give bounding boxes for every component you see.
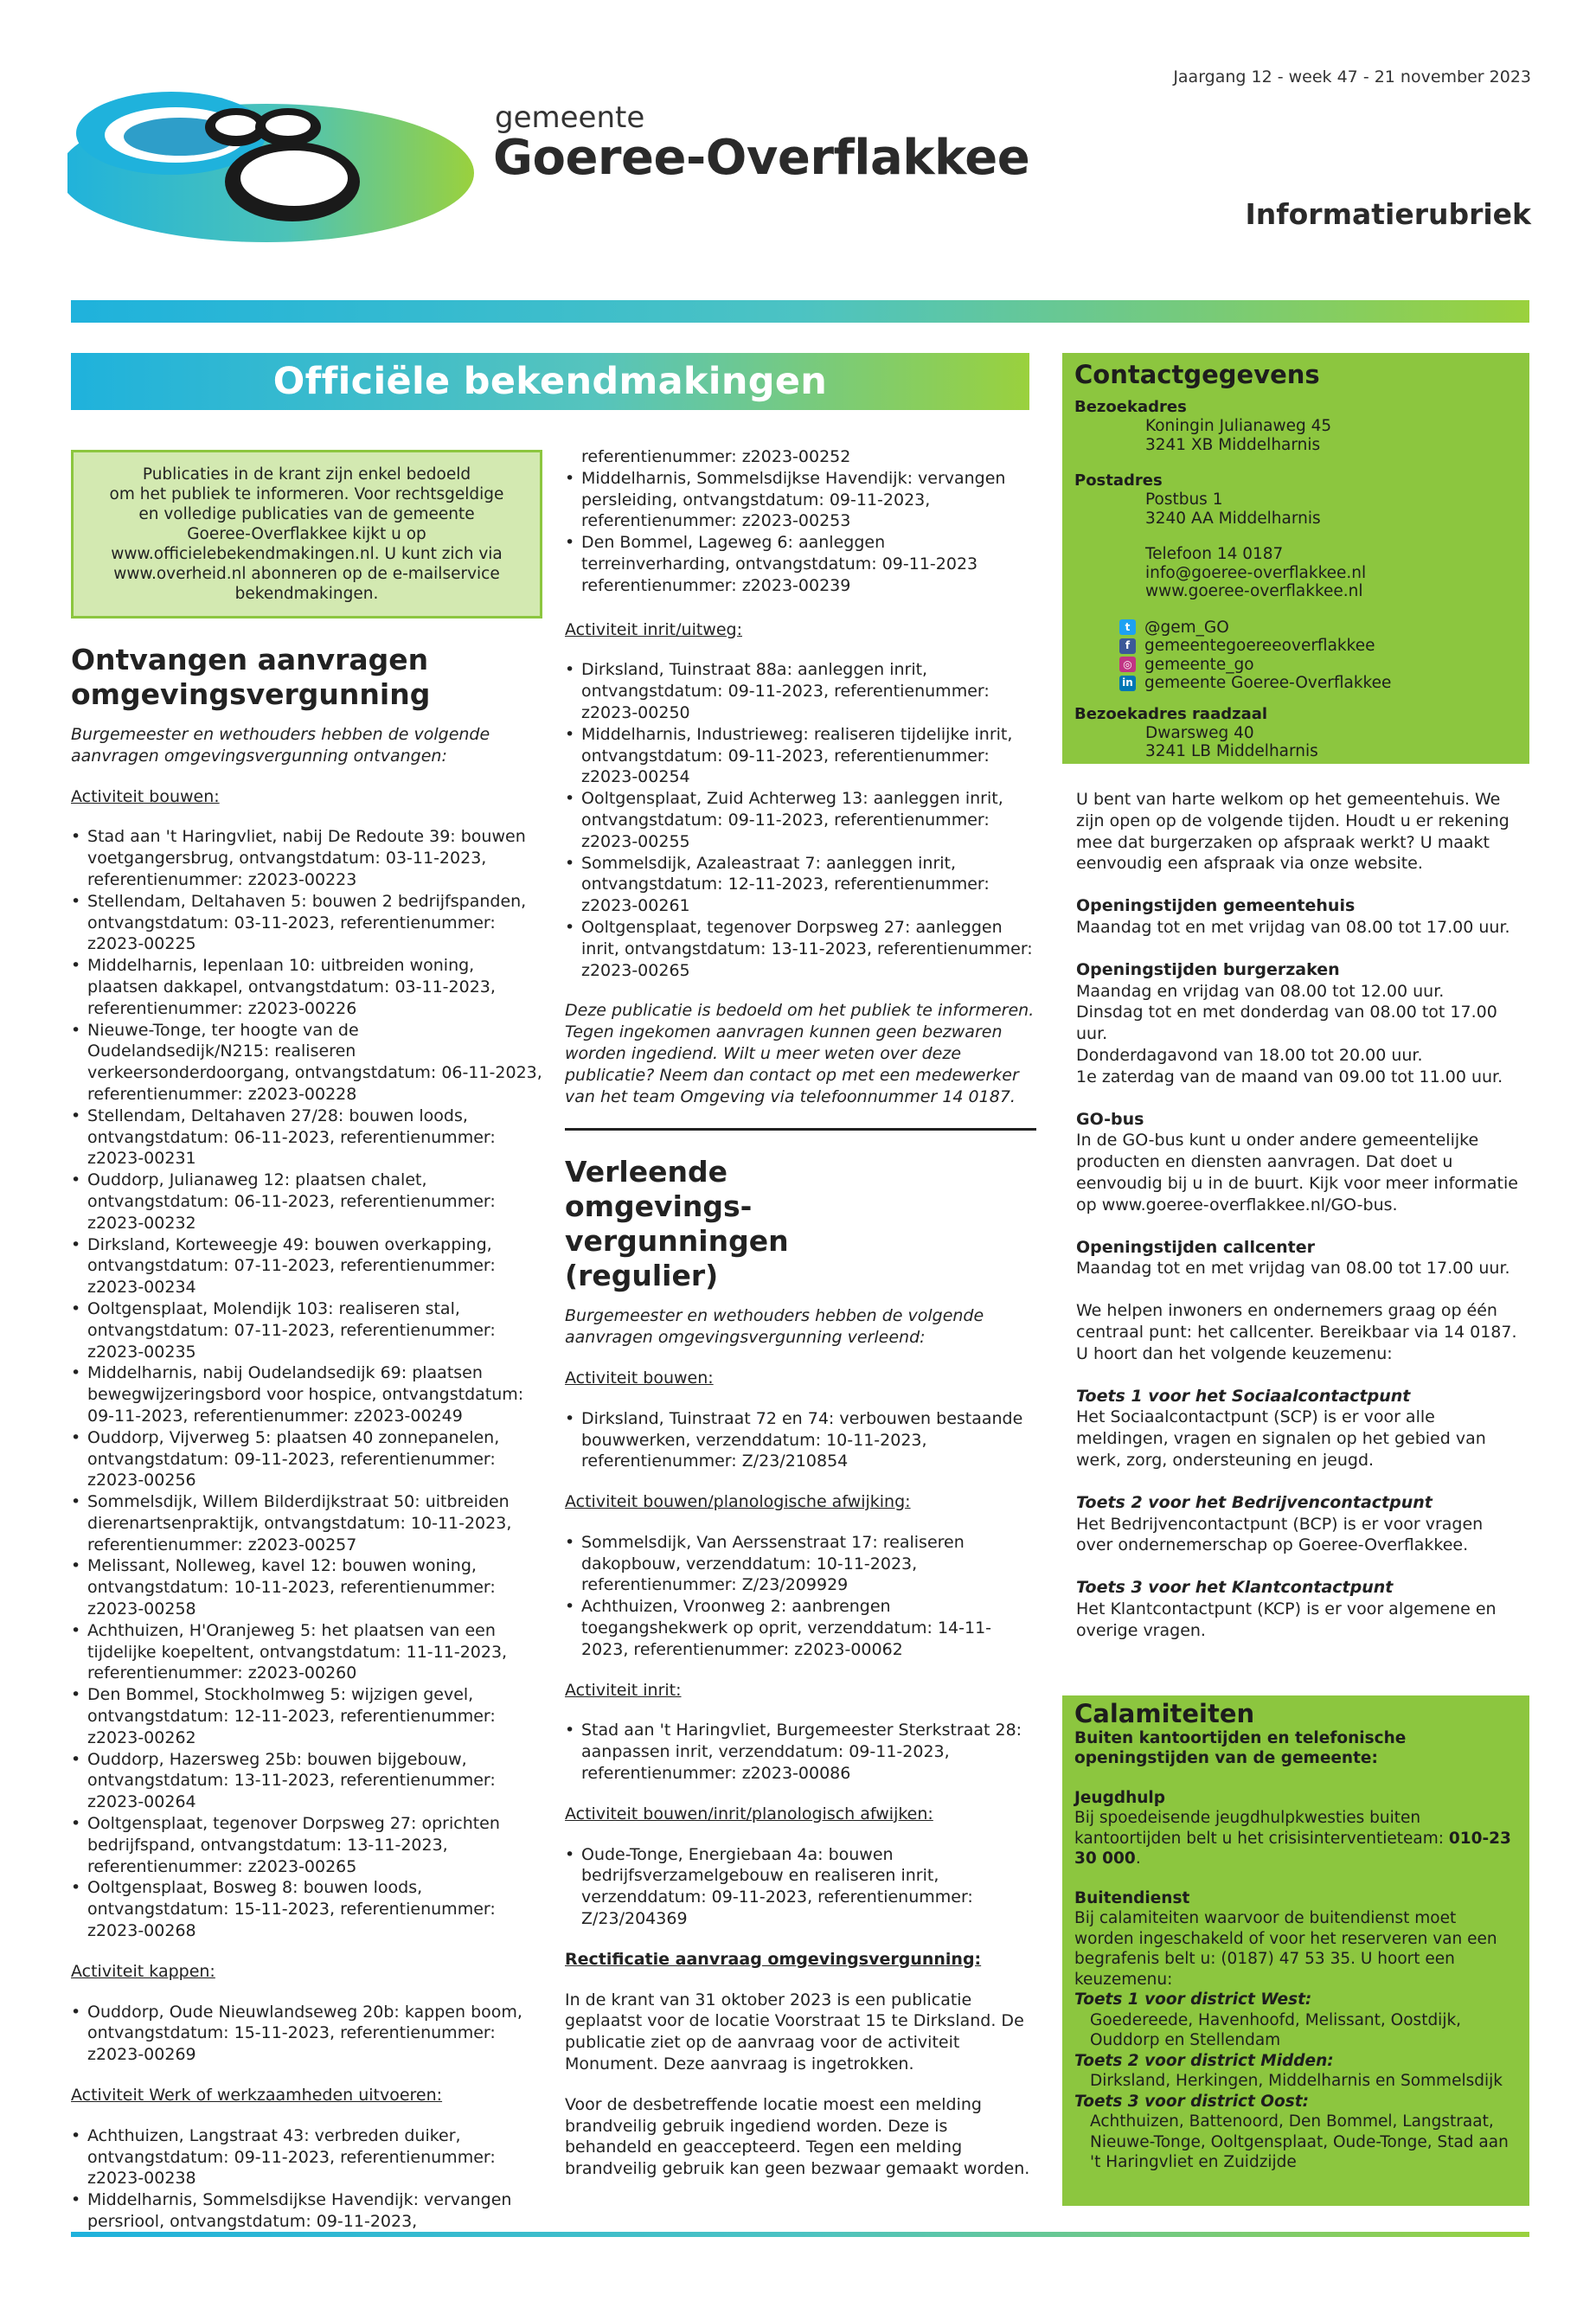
twitter-icon: t — [1119, 619, 1136, 635]
option-title: Toets 2 voor het Bedrijvencontactpunt — [1076, 1492, 1433, 1512]
callcenter-hours — [1076, 1237, 1519, 1280]
go-bus-info — [1076, 1109, 1519, 1216]
list-item: • Middelharnis, nabij Oudelandsedijk 69: plaatsen bewegwijzeringsbord voor hospice, ontvangstdatum: 09-11-2023, referentienummer: z2023-00249 — [71, 1362, 542, 1426]
list-item: • Dirksland, Korteweegje 49: bouwen overkapping, ontvangstdatum: 07-11-2023, referentienummer: z2023-00234 — [71, 1234, 542, 1298]
youth-description: Bij spoedeisende jeugdhulpkwesties buiten kantoortijden belt u het crisisinterventieteam: — [1074, 1809, 1444, 1848]
category-label: Activiteit bouwen: — [565, 1368, 714, 1388]
youth-phone: 010-23 30 000 — [1074, 1829, 1511, 1868]
contact-box — [1062, 353, 1529, 764]
social-instagram[interactable] — [1074, 656, 1517, 675]
address-line: 3241 LB Middelharnis — [1145, 742, 1318, 760]
hours-line: 1e zaterdag van de maand van 09.00 tot 11.00 uur. — [1076, 1067, 1503, 1086]
list-item: • Ooltgensplaat, tegenover Dorpsweg 27: oprichten bedrijfspand, ontvangstdatum: 13-11-2023, referentienummer: z2023-00265 — [71, 1813, 542, 1877]
section-title-received: Ontvangen aanvragen omgevingsvergunning — [71, 643, 431, 711]
address-line: 3241 XB Middelharnis — [1145, 435, 1321, 454]
notice-line: en volledige publicaties van de gemeente — [138, 505, 475, 523]
list-item: • Stellendam, Deltahaven 27/28: bouwen loods, ontvangstdatum: 06-11-2023, referentienummer: z2023-00231 — [71, 1106, 542, 1170]
municipality-name: Goeree-Overflakkee — [493, 130, 1030, 186]
notice-line: om het publiek te informeren. Voor rechtsgeldige — [109, 485, 504, 503]
social-handle: gemeente_go — [1144, 655, 1254, 674]
notice-line: Publicaties in de krant zijn enkel bedoeld — [142, 465, 471, 484]
district-east-title: Toets 3 voor district Oost: — [1074, 2092, 1309, 2111]
column-right — [1076, 789, 1519, 1663]
district-mid-places: Dirksland, Herkingen, Middelharnis en Sommelsdijk — [1090, 2072, 1503, 2090]
list-item: • Ouddorp, Hazersweg 25b: bouwen bijgebouw, ontvangstdatum: 13-11-2023, referentienummer: z2023-00264 — [71, 1749, 542, 1813]
permit-list — [565, 1844, 1036, 1930]
permit-list — [71, 2125, 542, 2233]
permit-list — [71, 2002, 542, 2066]
option-text: Het Bedrijvencontactpunt (BCP) is er voor vragen over ondernemerschap op Goeree-Overflakkee. — [1076, 1514, 1484, 1555]
list-item: • Den Bommel, Lageweg 6: aanleggen terreinverharding, ontvangstdatum: 09-11-2023 referentienummer: z2023-00239 — [565, 532, 1036, 596]
list-item: • Melissant, Nolleweg, kavel 12: bouwen woning, ontvangstdatum: 10-11-2023, referentienummer: z2023-00258 — [71, 1555, 542, 1619]
menu-option-3 — [1076, 1577, 1519, 1641]
calamities-title: Calamiteiten — [1074, 1699, 1255, 1728]
bus-text: In de GO-bus kunt u onder andere gemeentelijke producten en diensten aanvragen. Dat doet u eenvoudig bij u in de buurt. Kijk voor meer informatie op www.goeree-overflakkee.nl/GO-bus. — [1076, 1131, 1518, 1215]
menu-option-1 — [1076, 1386, 1519, 1471]
notice-line: bekendmakingen. — [234, 585, 379, 603]
hero-banner — [71, 353, 1029, 410]
list-item: • Den Bommel, Stockholmweg 5: wijzigen gevel, ontvangstdatum: 12-11-2023, referentienummer: z2023-00262 — [71, 1684, 542, 1748]
list-item: • Middelharnis, Sommelsdijkse Havendijk: vervangen persriool, ontvangstdatum: 09-11-2023, — [71, 2189, 542, 2233]
section-intro: Burgemeester en wethouders hebben de volgende aanvragen omgevingsvergunning verleend: — [565, 1306, 984, 1348]
list-item: • Ouddorp, Vijverweg 5: plaatsen 40 zonnepanelen, ontvangstdatum: 09-11-2023, referentienummer: z2023-00256 — [71, 1427, 542, 1491]
district-west-title: Toets 1 voor district West: — [1074, 1990, 1312, 2009]
permit-list — [565, 659, 1036, 981]
permit-list — [71, 826, 542, 1941]
list-item: • Sommelsdijk, Willem Bilderdijkstraat 50: uitbreiden dierenartsenpraktijk, ontvangstdatum: 10-11-2023, referentienummer: z2023-00257 — [71, 1491, 542, 1555]
rectification-text: Voor de desbetreffende locatie moest een melding brandveilig gebruik ingediend worden. Deze is behandeld en geaccepteerd. Tegen een melding brandveilig gebruik kan geen bezwaar gemaakt worden. — [565, 2094, 1030, 2179]
field-service-text: Bij calamiteiten waarvoor de buitendienst moet worden ingeschakeld of voor het reserveren van een begrafenis belt u: (0187) 47 53 35. U hoort een keuzemenu: — [1074, 1909, 1497, 1989]
welcome-text: U bent van harte welkom op het gemeentehuis. We zijn open op de volgende tijden. Houdt u er rekening mee dat burgerzaken op afspraak werkt? U maakt eenvoudig een afspraak via onze website. — [1076, 790, 1509, 874]
category-label: Activiteit kappen: — [71, 1961, 215, 1981]
rubric-title: Informatierubriek — [1245, 197, 1531, 231]
list-item: • Dirksland, Tuinstraat 72 en 74: verbouwen bestaande bouwwerken, verzenddatum: 10-11-2023, referentienummer: Z/23/210854 — [565, 1408, 1036, 1472]
address-line: Postbus 1 — [1145, 490, 1223, 509]
municipality-logo — [67, 71, 483, 244]
list-item: • Sommelsdijk, Azaleastraat 7: aanleggen inrit, ontvangstdatum: 12-11-2023, referentienummer: z2023-00261 — [565, 853, 1036, 917]
social-handle: gemeentegoereeoverflakkee — [1144, 637, 1375, 655]
category-label: Activiteit bouwen: — [71, 786, 220, 806]
option-title: Toets 3 voor het Klantcontactpunt — [1076, 1578, 1394, 1598]
publication-notice-box — [71, 450, 542, 619]
social-twitter[interactable] — [1074, 619, 1517, 638]
column-middle — [565, 446, 1036, 2199]
district-west-places: Goedereede, Havenhoofd, Melissant, Oostdijk, Ouddorp en Stellendam — [1090, 2010, 1462, 2049]
category-label: Activiteit bouwen/inrit/planologisch afwijken: — [565, 1804, 933, 1823]
permit-list — [565, 1408, 1036, 1472]
header-divider — [71, 300, 1529, 323]
calamities-subtitle: Buiten kantoortijden en telefonische openingstijden van de gemeente: — [1074, 1728, 1407, 1767]
option-title: Toets 1 voor het Sociaalcontactpunt — [1076, 1386, 1411, 1406]
hours-title: Openingstijden callcenter — [1076, 1237, 1315, 1257]
youth-title: Jeugdhulp — [1074, 1788, 1166, 1807]
hours-line: Dinsdag tot en met donderdag van 08.00 tot 17.00 uur. — [1076, 1003, 1497, 1044]
list-item: • Nieuwe-Tonge, ter hoogte van de Oudelandsedijk/N215: realiseren verkeersonderdoorgang, ontvangstdatum: 06-11-2023, referentienummer: z2023-00228 — [71, 1020, 542, 1106]
list-item: • Middelharnis, Iepenlaan 10: uitbreiden woning, plaatsen dakkapel, ontvangstdatum: 03-11-2023, referentienummer: z2023-00226 — [71, 955, 542, 1019]
category-label: Activiteit inrit/uitweg: — [565, 619, 742, 639]
youth-text — [1074, 1808, 1517, 1869]
permit-list — [565, 1532, 1036, 1661]
category-label: Activiteit inrit: — [565, 1680, 682, 1700]
field-service-title: Buitendienst — [1074, 1888, 1190, 1907]
category-label: Activiteit Werk of werkzaamheden uitvoeren: — [71, 2086, 443, 2106]
visit-address-label: Bezoekadres — [1074, 398, 1187, 416]
address-line: 3240 AA Middelharnis — [1145, 509, 1321, 528]
list-item: • Stad aan 't Haringvliet, Burgemeester Sterkstraat 28: aanpassen inrit, verzenddatum: 09-11-2023, referentienummer: z2023-00086 — [565, 1720, 1036, 1784]
option-text: Het Klantcontactpunt (KCP) is er voor algemene en overige vragen. — [1076, 1599, 1497, 1640]
period: . — [1135, 1849, 1141, 1868]
social-facebook[interactable] — [1074, 637, 1517, 656]
list-item: • Stad aan 't Haringvliet, nabij De Redoute 39: bouwen voetgangersbrug, ontvangstdatum: 03-11-2023, referentienummer: z2023-00223 — [71, 826, 542, 890]
rectification-text: In de krant van 31 oktober 2023 is een publicatie geplaatst voor de locatie Voorstraat 15 te Dirksland. De publicatie ziet op de aanvraag voor de activiteit Monument. Deze aanvraag is ingetrokken. — [565, 1990, 1024, 2074]
facebook-icon: f — [1119, 638, 1136, 654]
list-item: • Ooltgensplaat, tegenover Dorpsweg 27: aanleggen inrit, ontvangstdatum: 13-11-2023, referentienummer: z2023-00265 — [565, 917, 1036, 981]
list-item: • Middelharnis, Sommelsdijkse Havendijk: vervangen persleiding, ontvangstdatum: 09-11-2023, referentienummer: z2023-00253 — [565, 468, 1036, 532]
list-item: • Ouddorp, Julianaweg 12: plaatsen chalet, ontvangstdatum: 06-11-2023, referentienummer: z2023-00232 — [71, 1170, 542, 1234]
civil-affairs-hours — [1076, 959, 1519, 1088]
social-linkedin[interactable] — [1074, 674, 1517, 693]
list-item: • Ooltgensplaat, Zuid Achterweg 13: aanleggen inrit, ontvangstdatum: 09-11-2023, referentienummer: z2023-00255 — [565, 788, 1036, 852]
edition-info: Jaargang 12 - week 47 - 21 november 2023 — [1173, 67, 1531, 87]
list-item: • Achthuizen, Vroonweg 2: aanbrengen toegangshekwerk op oprit, verzenddatum: 14-11-2023, referentienummer: z2023-00062 — [565, 1596, 1036, 1660]
notice-line: Goeree-Overflakkee kijkt u op — [187, 525, 426, 543]
linkedin-icon: in — [1119, 676, 1136, 691]
list-item: • Oude-Tonge, Energiebaan 4a: bouwen bedrijfsverzamelgebouw en realiseren inrit, verzenddatum: 09-11-2023, referentienummer: Z/23/204369 — [565, 1844, 1036, 1930]
footer-divider — [71, 2232, 1529, 2237]
list-item: • Achthuizen, H'Oranjeweg 5: het plaatsen van een tijdelijke koepeltent, ontvangstdatum: 11-11-2023, referentienummer: z2023-00260 — [71, 1620, 542, 1684]
list-item: • Achthuizen, Langstraat 43: verbreden duiker, ontvangstdatum: 09-11-2023, referentienummer: z2023-00238 — [71, 2125, 542, 2189]
section-title-granted: Verleende omgevings-vergunningen (regulier) — [565, 1155, 789, 1293]
phone-number: Telefoon 14 0187 — [1145, 545, 1284, 563]
list-item: • Stellendam, Deltahaven 5: bouwen 2 bedrijfspanden, ontvangstdatum: 03-11-2023, referentienummer: z2023-00225 — [71, 891, 542, 955]
hours-text: Maandag tot en met vrijdag van 08.00 tot 17.00 uur. — [1076, 1259, 1510, 1279]
list-item: • Ooltgensplaat, Molendijk 103: realiseren stal, ontvangstdatum: 07-11-2023, referentienummer: z2023-00235 — [71, 1298, 542, 1362]
social-handle: @gem_GO — [1144, 618, 1229, 637]
hours-line: Maandag en vrijdag van 08.00 tot 12.00 uur. — [1076, 981, 1445, 1001]
contact-title: Contactgegevens — [1074, 360, 1320, 389]
list-item: referentienummer: z2023-00252 — [581, 447, 851, 466]
category-label: Activiteit bouwen/planologische afwijking: — [565, 1492, 911, 1512]
help-text: We helpen inwoners en ondernemers graag op één centraal punt: het callcenter. Bereikbaar via 14 0187. U hoort dan het volgende keuzemenu: — [1076, 1301, 1517, 1363]
hours-text: Maandag tot en met vrijdag van 08.00 tot 17.00 uur. — [1076, 917, 1510, 937]
notice-line: www.officielebekendmakingen.nl. U kunt zich via — [111, 545, 503, 563]
list-item: • Ouddorp, Oude Nieuwlandseweg 20b: kappen boom, ontvangstdatum: 15-11-2023, referentienummer: z2023-00269 — [71, 2002, 542, 2066]
hours-title: Openingstijden burgerzaken — [1076, 959, 1340, 979]
address-line: Koningin Julianaweg 45 — [1145, 417, 1332, 435]
permit-list — [565, 1720, 1036, 1784]
list-item: • Middelharnis, Industrieweg: realiseren tijdelijke inrit, ontvangstdatum: 09-11-2023, referentienummer: z2023-00254 — [565, 724, 1036, 788]
social-handle: gemeente Goeree-Overflakkee — [1144, 674, 1392, 692]
municipality-prefix: gemeente — [495, 100, 645, 135]
instagram-icon: ◎ — [1119, 657, 1136, 672]
council-address-label: Bezoekadres raadzaal — [1074, 704, 1268, 723]
hours-title: Openingstijden gemeentehuis — [1076, 896, 1356, 916]
section-intro: Burgemeester en wethouders hebben de volgende aanvragen omgevingsvergunning ontvangen: — [71, 725, 490, 766]
list-item: • Sommelsdijk, Van Aerssenstraat 17: realiseren dakopbouw, verzenddatum: 10-11-2023, referentienummer: Z/23/209929 — [565, 1532, 1036, 1596]
notice-line: www.overheid.nl abonneren op de e-mailservice — [113, 565, 500, 583]
district-east-places: Achthuizen, Battenoord, Den Bommel, Langstraat, Nieuwe-Tonge, Ooltgensplaat, Oude-Tonge, Stad aan 't Haringvliet en Zuidzijde — [1090, 2112, 1509, 2171]
calamities-box — [1062, 1695, 1529, 2206]
postal-address-label: Postadres — [1074, 471, 1163, 490]
email-link[interactable]: info@goeree-overflakkee.nl — [1145, 563, 1367, 582]
publication-note: Deze publicatie is bedoeld om het publiek te informeren. Tegen ingekomen aanvragen kunnen geen bezwaren worden ingediend. Wilt u meer weten over deze publicatie? Neem dan contact op met een medewerker van het team Omgeving via telefoonnummer 14 0187. — [565, 1001, 1035, 1106]
column-left — [71, 450, 542, 2252]
town-hall-hours — [1076, 895, 1519, 939]
page-title: Officiële bekendmakingen — [272, 360, 828, 403]
website-link[interactable]: www.goeree-overflakkee.nl — [1145, 582, 1363, 600]
option-text: Het Sociaalcontactpunt (SCP) is er voor alle meldingen, vragen en signalen op het gebied van werk, zorg, ondersteuning en jeugd. — [1076, 1407, 1486, 1470]
district-mid-title: Toets 2 voor district Midden: — [1074, 2051, 1334, 2070]
bus-title: GO-bus — [1076, 1109, 1144, 1129]
rectification-label: Rectificatie aanvraag omgevingsvergunning: — [565, 1949, 982, 1969]
permit-list-continued — [565, 446, 1036, 597]
address-line: Dwarsweg 40 — [1145, 723, 1254, 742]
hours-line: Donderdagavond van 18.00 tot 20.00 uur. — [1076, 1045, 1423, 1065]
list-item: • Dirksland, Tuinstraat 88a: aanleggen inrit, ontvangstdatum: 09-11-2023, referentienummer: z2023-00250 — [565, 659, 1036, 723]
menu-option-2 — [1076, 1492, 1519, 1556]
list-item: • Ooltgensplaat, Bosweg 8: bouwen loods, ontvangstdatum: 15-11-2023, referentienummer: z2023-00268 — [71, 1877, 542, 1941]
section-divider — [565, 1128, 1036, 1131]
